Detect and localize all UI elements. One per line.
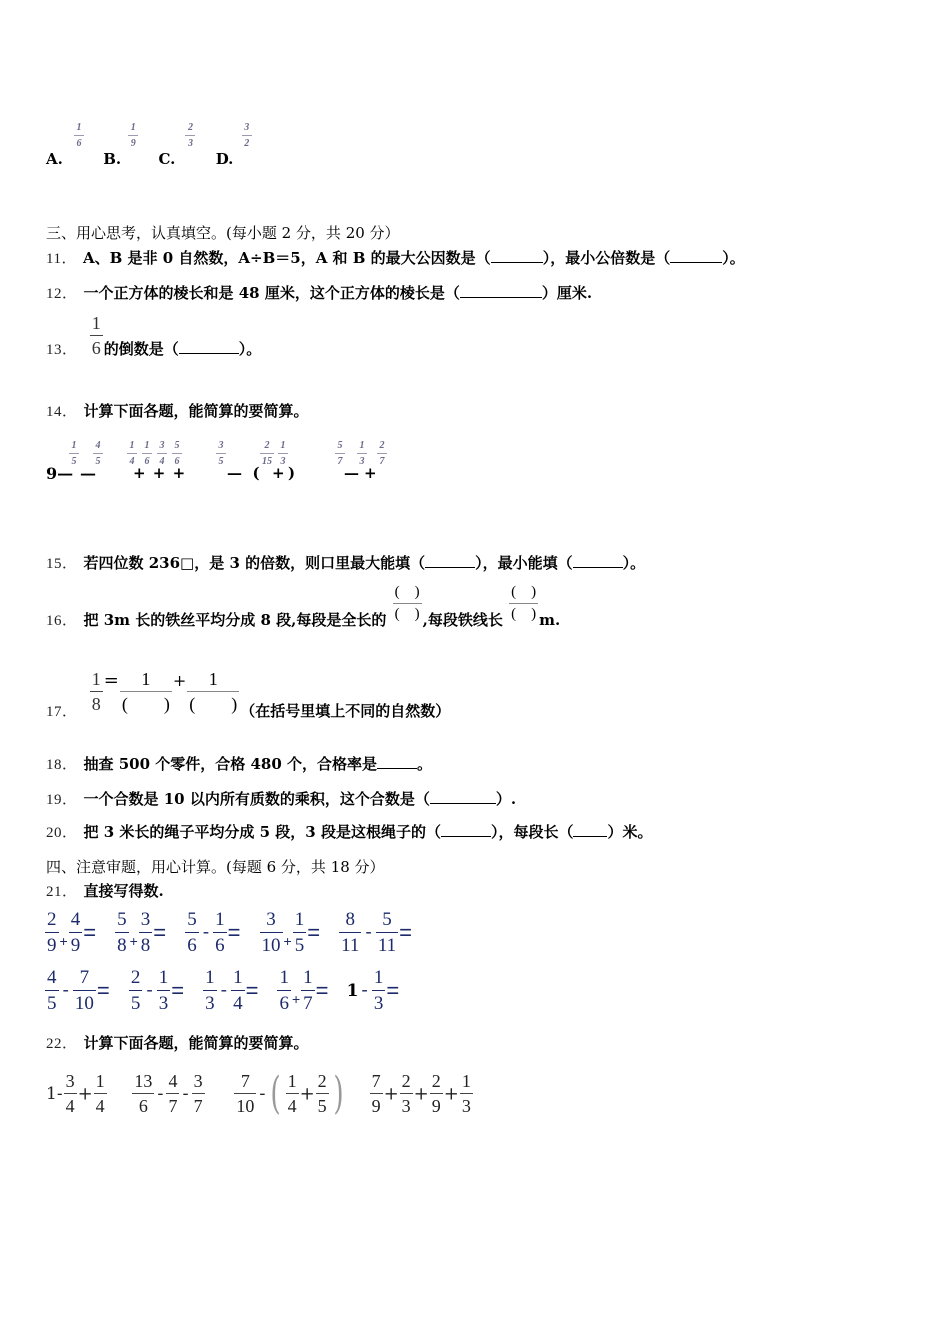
- answer-blank-11b[interactable]: [670, 248, 722, 263]
- question-22: 22． 计算下面各题，能简算的要简算。: [46, 1034, 309, 1052]
- question-13: 13． $\frac{1}{6}$ 的倒数是（ ）。: [46, 313, 262, 358]
- question-14: 14． 计算下面各题，能简算的要简算。: [46, 402, 309, 420]
- question-11: 11． A、B 是非 0 自然数，A÷B＝5，A 和 B 的最大公因数是（ ），最小公倍数是（ ）。: [46, 249, 745, 267]
- q21-item: $\frac{8}{11}$ - $\frac{5}{11}$ =: [341, 909, 412, 956]
- answer-fraction-16b[interactable]: ( ) ( ): [511, 584, 537, 622]
- section-3-title: 三、用心思考，认真填空。(每小题 2 分，共 20 分）: [46, 224, 400, 242]
- q22-expression-1: 1- $\frac{3}{4}$ + $\frac{1}{4}$: [46, 1071, 105, 1116]
- q22-expression-3: $\frac{7}{10}$ - ( $\frac{1}{4}$ + $\frac{2}{5}$ ): [236, 1068, 344, 1119]
- option-a-fraction: 1 6: [73, 122, 85, 149]
- answer-blank-12[interactable]: [460, 283, 542, 298]
- q21-item: $\frac{2}{5}$ - $\frac{1}{3}$ =: [130, 967, 185, 1014]
- option-c-fraction: 2 3: [184, 122, 196, 149]
- question-21: 21． 直接写得数.: [46, 882, 164, 900]
- answer-blank-11a[interactable]: [491, 248, 543, 263]
- answer-blank-18[interactable]: [377, 754, 417, 769]
- question-20: 20． 把 3 米长的绳子平均分成 5 段，3 段是这根绳子的（ ），每段长（ ）米。: [46, 823, 653, 841]
- answer-fraction-17a[interactable]: 1 ( ): [121, 669, 170, 714]
- answer-fraction-17b[interactable]: 1 ( ): [189, 669, 238, 714]
- answer-options: A. 1 6 B. 1 9 C. 2 3 D. 3 2: [46, 108, 266, 126]
- q21-row-2: [44, 968, 411, 1013]
- question-16: 16． 把 3m 长的铁丝平均分成 8 段,每段是全长的 ( ) ( ) ,每段铁线长 ( ) ( ) m.: [46, 584, 561, 629]
- q21-row-1: [44, 910, 424, 955]
- answer-blank-19[interactable]: [430, 789, 496, 804]
- q22-expressions: [46, 1068, 474, 1119]
- q21-item: $\frac{1}{6}$ $_+$ $\frac{1}{7}$ =: [279, 967, 329, 1014]
- question-18: 18． 抽查 500 个零件，合格 480 个，合格率是 。: [46, 755, 433, 773]
- answer-blank-13[interactable]: [179, 339, 239, 354]
- q21-item: $\frac{5}{8}$ $_+$ $\frac{3}{8}$ =: [117, 909, 167, 956]
- section-4-title: 四、注意审题，用心计算。(每题 6 分，共 18 分）: [46, 858, 385, 876]
- answer-fraction-16a[interactable]: ( ) ( ): [394, 584, 420, 622]
- q21-item: $\frac{5}{6}$ - $\frac{1}{6}$ =: [187, 909, 241, 956]
- question-15: 15． 若四位数 236□，是 3 的倍数，则口里最大能填（ ），最小能填（ ）。: [46, 554, 646, 572]
- option-d-fraction: 3 2: [241, 122, 253, 149]
- question-19: 19． 一个合数是 10 以内所有质数的乘积，这个合数是（ ）.: [46, 790, 517, 808]
- fraction-1-8: $\frac{1}{8}$: [91, 669, 101, 714]
- answer-blank-15a[interactable]: [425, 553, 475, 568]
- answer-blank-20b[interactable]: [573, 822, 607, 837]
- option-b-fraction: 1 9: [127, 122, 139, 149]
- fraction-1-6: $\frac{1}{6}$: [91, 313, 101, 358]
- q21-item: 1 - $\frac{1}{3}$ =: [346, 967, 400, 1014]
- q22-expression-4: $\frac{7}{9}$ + $\frac{2}{3}$ + $\frac{2}{9}$ + $\frac{1}{3}$: [371, 1071, 471, 1116]
- answer-blank-15b[interactable]: [573, 553, 623, 568]
- question-17: 17． $\frac{1}{8}$ = 1 ( ) + 1 ( ) （在括号里填上不同的自然数）: [46, 669, 451, 720]
- question-12: 12． 一个正方体的棱长和是 48 厘米，这个正方体的棱长是（ ）厘米.: [46, 284, 593, 302]
- q22-expression-2: $\frac{13}{6}$ - $\frac{4}{7}$ - $\frac{3}{7}$: [134, 1071, 203, 1116]
- q21-item: $\frac{1}{3}$ - $\frac{1}{4}$ =: [205, 967, 259, 1014]
- q21-item: $\frac{2}{9}$ $_+$ $\frac{4}{9}$ =: [47, 909, 97, 956]
- q21-item: $\frac{3}{10}$ $_+$ $\frac{1}{5}$ =: [261, 909, 321, 956]
- q21-item: $\frac{4}{5}$ - $\frac{7}{10}$ =: [47, 967, 110, 1014]
- answer-blank-20a[interactable]: [441, 822, 491, 837]
